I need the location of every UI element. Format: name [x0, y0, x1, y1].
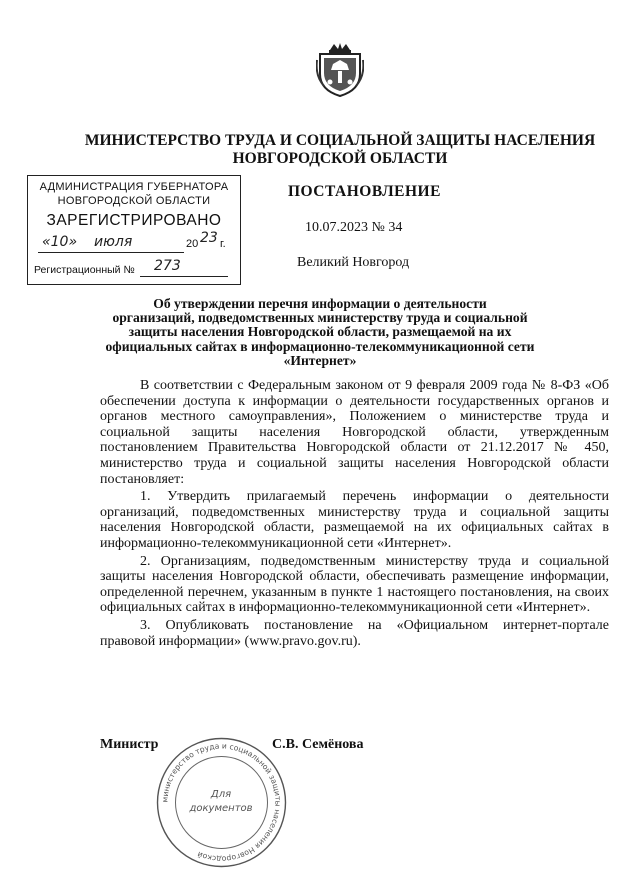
- subject-line: организаций, подведомственных министерству труда и социальной: [112, 310, 528, 326]
- seal-center-line2: документов: [189, 803, 253, 814]
- registration-year: 23: [200, 230, 218, 246]
- subject-line: «Интернет»: [283, 352, 357, 368]
- registration-number: 273: [154, 258, 181, 274]
- registration-day: «10»: [42, 234, 78, 250]
- subject-line: Об утверждении перечня информации о деятельности: [153, 296, 487, 311]
- document-city: Великий Новгород: [297, 255, 410, 270]
- registration-year-suffix: г.: [220, 238, 226, 250]
- ministry-name-line1: МИНИСТЕРСТВО ТРУДА И СОЦИАЛЬНОЙ ЗАЩИТЫ НАСЕЛЕНИЯ: [84, 132, 596, 149]
- registration-date-line: [38, 230, 233, 256]
- document-subject: [100, 297, 540, 368]
- signatory-name: С.В. Семёнова: [272, 737, 364, 752]
- registration-year-prefix: 20: [186, 238, 199, 250]
- seal-center-line1: Для: [210, 789, 232, 800]
- document-body: [100, 378, 609, 651]
- subject-line: защиты населения Новгородской области, размещаемой на их: [128, 324, 512, 340]
- body-paragraph-item-3: 3. Опубликовать постановление на «Официальном интернет-портале правовой информации» (www.pravo.gov.ru).: [100, 617, 609, 649]
- registration-stamp: [27, 175, 241, 285]
- coat-of-arms-emblem-icon: [316, 40, 364, 98]
- registration-status: ЗАРЕГИСТРИРОВАНО: [46, 212, 222, 229]
- date-underline: [38, 252, 184, 253]
- registration-authority-line1: АДМИНИСТРАЦИЯ ГУБЕРНАТОРА: [39, 181, 229, 193]
- round-seal-stamp: [154, 735, 289, 870]
- document-type-title: ПОСТАНОВЛЕНИЕ: [288, 183, 441, 200]
- body-paragraph-item-1: 1. Утвердить прилагаемый перечень информации о деятельности организаций, подведомственных министерству труда и социальной защиты населения Новгородской области, размещаемой на их официальных сайтах в информационно-телекоммуникационной сети «Интернет».: [100, 489, 609, 551]
- body-paragraph-item-2: 2. Организациям, подведомственным министерству труда и социальной защиты населения Новгородской области, обеспечивать размещение информации, определенной перечнем, указанным в пункте 1 настоящего постановления, на своих официальных сайтах в информационно-телекоммуникационной сети «Интернет».: [100, 553, 609, 616]
- registration-number-label: Регистрационный №: [34, 264, 135, 276]
- document-date-number: 10.07.2023 № 34: [305, 220, 403, 235]
- registration-number-line: [34, 260, 234, 282]
- signatory-role: Министр: [100, 737, 159, 752]
- number-underline: [140, 276, 228, 277]
- registration-month: июля: [94, 234, 133, 250]
- registration-authority-line2: НОВГОРОДСКОЙ ОБЛАСТИ: [57, 195, 211, 207]
- subject-line: официальных сайтах в информационно-телекоммуникационной сети: [105, 338, 535, 354]
- seal-ring-text: министерство труда и социальной защиты населения Новгородской: [160, 741, 283, 864]
- body-paragraph-preamble: В соответствии с Федеральным законом от 9 февраля 2009 года № 8-ФЗ «Об обеспечении доступа к информации о деятельности государственных органов и органов местного самоуправления», Положением о министерстве труда и социальной защиты населения Новгородской области, утвержденным постановлением Правительства Новгородской области от 21.12.2017 № 450, министерство труда и социальной защиты населения Новгородской области постановляет:: [100, 378, 609, 487]
- ministry-name-line2: НОВГОРОДСКОЙ ОБЛАСТИ: [232, 150, 448, 167]
